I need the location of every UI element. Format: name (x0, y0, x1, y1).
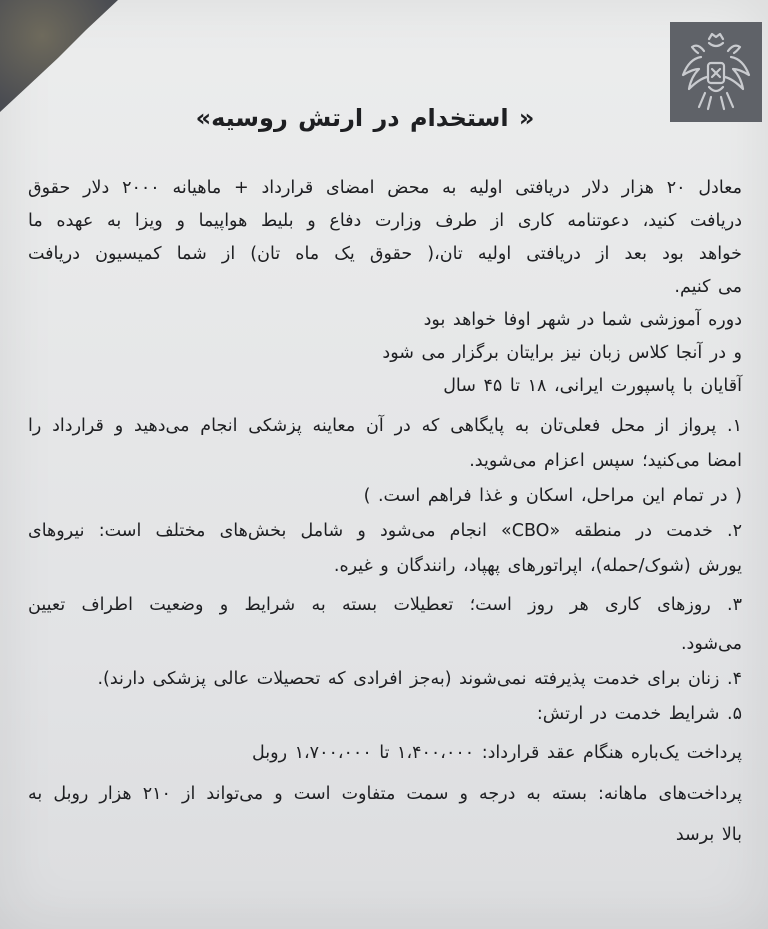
text-line: امضا می‌کنید؛ سپس اعزام می‌شوید. (469, 451, 742, 471)
text-line: یورش (شوک/حمله)، اپراتورهای پهپاد، رانندگان و غیره. (333, 556, 742, 576)
text-line: معادل ۲۰ هزار دلار دریافتی اولیه به محض امضای قرارداد + ماهیانه ۲۰۰۰ دلار حقوق (28, 178, 742, 198)
text-line: دوره آموزشی شما در شهر اوفا خواهد بود (423, 310, 742, 330)
text-line: ۵. شرایط خدمت در ارتش: (536, 704, 742, 724)
text-line: می کنیم. (674, 277, 742, 297)
text-line: و در آنجا کلاس زبان نیز برایتان برگزار می شود (382, 343, 742, 363)
text-line: آقایان با پاسپورت ایرانی، ۱۸ تا ۴۵ سال (443, 376, 742, 396)
text-line: ۴. زنان برای خدمت پذیرفته نمی‌شوند (به‌جز افرادی که تحصیلات عالی پزشکی دارند). (97, 669, 742, 689)
text-line: خواهد بود بعد از دریافتی اولیه تان،( حقوق یک ماه تان) از شما کمیسیون دریافت (28, 244, 742, 264)
document-text (28, 98, 742, 853)
text-line: می‌شود. (680, 634, 742, 654)
text-line: بالا برسد (675, 825, 742, 845)
text-line: ۲. خدمت در منطقه «CBO» انجام می‌شود و شامل بخش‌های مختلف است: نیروهای (28, 521, 742, 541)
text-line: پرداخت یک‌باره هنگام عقد قرارداد: ۱،۴۰۰،۰۰۰ تا ۱،۷۰۰،۰۰۰ روبل (252, 743, 742, 763)
text-line: دریافت کنید، دعوتنامه کاری از طرف وزارت دفاع و بلیط هواپیما و ویزا به عهده ما (28, 211, 742, 231)
document-title: « استخدام در ارتش روسیه» (195, 104, 535, 132)
text-line: ( در تمام این مراحل، اسکان و غذا فراهم است. ) (363, 486, 742, 506)
text-line: ۳. روزهای کاری هر روز است؛ تعطیلات بسته به شرایط و وضعیت اطراف تعیین (28, 595, 742, 615)
text-line: پرداخت‌های ماهانه: بسته به درجه و سمت متفاوت است و می‌تواند از ۲۱۰ هزار روبل به (28, 784, 742, 804)
text-line: ۱. پرواز از محل فعلی‌تان به پایگاهی که در آن معاینه پزشکی انجام می‌دهید و قرارداد را (28, 416, 742, 436)
